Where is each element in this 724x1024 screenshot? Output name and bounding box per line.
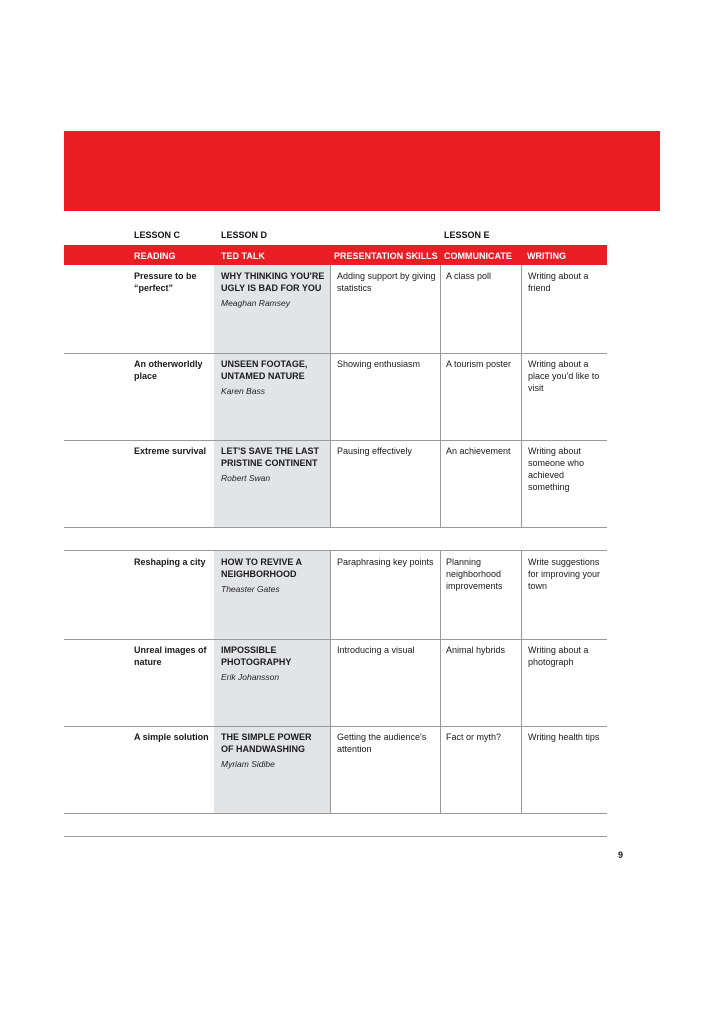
- reading-cell: A simple solution: [134, 732, 209, 742]
- row-divider: [64, 550, 607, 551]
- writing-cell: Writing about someone who achieved something: [528, 446, 585, 492]
- presentation-skills-cell: Getting the audience's attention: [337, 732, 427, 754]
- row-divider: [64, 353, 607, 354]
- writing-cell: Write suggestions for improving your town: [528, 557, 601, 591]
- writing-cell: Writing about a friend: [528, 271, 589, 293]
- ted-talk-title: LET'S SAVE THE LAST PRISTINE CONTINENT: [221, 446, 319, 468]
- ted-talk-title: IMPOSSIBLE PHOTOGRAPHY: [221, 645, 292, 667]
- page-number: 9: [618, 850, 624, 860]
- header-reading: READING: [134, 251, 176, 261]
- presentation-skills-cell: Pausing effectively: [337, 446, 412, 456]
- column-divider: [521, 551, 522, 814]
- lesson-e-label: LESSON E: [444, 230, 490, 240]
- column-divider: [330, 265, 331, 528]
- ted-talk-speaker: Karen Bass: [221, 386, 265, 396]
- communicate-cell: A class poll: [446, 271, 492, 281]
- ted-talk-cell: [221, 270, 327, 309]
- ted-talk-title: UNSEEN FOOTAGE, UNTAMED NATURE: [221, 359, 308, 381]
- presentation-skills-cell: Paraphrasing key points: [337, 557, 434, 567]
- reading-cell: An otherworldly place: [134, 359, 203, 381]
- ted-talk-cell: [221, 358, 327, 397]
- header-presentation-skills: PRESENTATION SKILLS: [334, 251, 438, 261]
- presentation-skills-cell: Introducing a visual: [337, 645, 415, 655]
- column-divider: [440, 551, 441, 814]
- ted-talk-cell: [221, 644, 327, 683]
- reading-cell: Reshaping a city: [134, 557, 206, 567]
- reading-cell: Extreme survival: [134, 446, 207, 456]
- ted-talk-speaker: Myriam Sidibe: [221, 759, 275, 769]
- row-divider: [64, 813, 607, 814]
- row-divider: [64, 639, 607, 640]
- communicate-cell: Fact or myth?: [446, 732, 502, 742]
- reading-cell: Pressure to be “perfect”: [134, 271, 197, 293]
- lesson-d-label: LESSON D: [221, 230, 268, 240]
- ted-talk-title: THE SIMPLE POWER OF HANDWASHING: [221, 732, 312, 754]
- ted-talk-speaker: Robert Swan: [221, 473, 271, 483]
- row-divider: [64, 836, 607, 837]
- writing-cell: Writing about a photograph: [528, 645, 589, 667]
- writing-cell: Writing about a place you'd like to visit: [528, 359, 600, 393]
- reading-cell: Unreal images of nature: [134, 645, 207, 667]
- communicate-cell: A tourism poster: [446, 359, 512, 369]
- ted-talk-speaker: Theaster Gates: [221, 584, 280, 594]
- row-divider: [64, 440, 607, 441]
- header-communicate: COMMUNICATE: [444, 251, 512, 261]
- ted-talk-cell: [221, 731, 321, 770]
- ted-talk-speaker: Erik Johansson: [221, 672, 280, 682]
- presentation-skills-cell: Showing enthusiasm: [337, 359, 421, 369]
- ted-talk-cell: [221, 556, 321, 595]
- communicate-cell: An achievement: [446, 446, 511, 456]
- red-banner: [64, 131, 660, 211]
- writing-cell: Writing health tips: [528, 732, 600, 742]
- header-writing: WRITING: [527, 251, 566, 261]
- presentation-skills-cell: Adding support by giving statistics: [337, 271, 436, 293]
- row-divider: [64, 527, 607, 528]
- column-divider: [330, 551, 331, 814]
- row-divider: [64, 726, 607, 727]
- communicate-cell: Animal hybrids: [446, 645, 506, 655]
- column-divider: [521, 265, 522, 528]
- lesson-c-label: LESSON C: [134, 230, 181, 240]
- communicate-cell: Planning neighborhood improvements: [446, 557, 503, 591]
- ted-talk-cell: [221, 445, 327, 484]
- ted-talk-title: WHY THINKING YOU'RE UGLY IS BAD FOR YOU: [221, 271, 325, 293]
- ted-talk-speaker: Meaghan Ramsey: [221, 298, 290, 308]
- ted-talk-title: HOW TO REVIVE A NEIGHBORHOOD: [221, 557, 302, 579]
- header-ted-talk: TED TALK: [221, 251, 265, 261]
- column-divider: [440, 265, 441, 528]
